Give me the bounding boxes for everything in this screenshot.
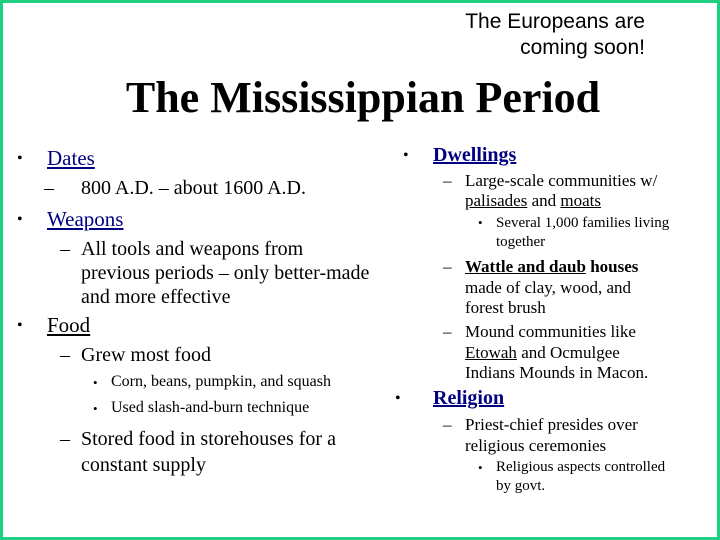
- dwellings-subitem-line: together: [496, 234, 546, 250]
- religion-subitem-line: by govt.: [496, 478, 546, 494]
- etowah-link[interactable]: Etowah: [465, 343, 517, 362]
- food-item: Grew most food: [81, 344, 211, 366]
- dwellings-item-line: Indians Mounds in Macon.: [465, 363, 649, 382]
- palisades-link[interactable]: palisades: [465, 191, 528, 210]
- dash-icon: –: [443, 322, 452, 341]
- bullet-icon: •: [17, 150, 23, 167]
- weapons-item-line: previous periods – only better-made: [81, 262, 370, 284]
- food-item-line: Stored food in storehouses for a: [81, 428, 336, 450]
- dwellings-item-line: [465, 258, 638, 275]
- dates-heading[interactable]: Dates: [47, 146, 95, 170]
- dash-icon: –: [60, 238, 70, 260]
- bullet-icon: •: [403, 147, 409, 164]
- wattle-and-daub-link[interactable]: Wattle and daub: [465, 257, 586, 276]
- dash-icon: –: [44, 177, 54, 199]
- religion-item-line: Priest-chief presides over: [465, 415, 638, 434]
- food-subitem: Corn, beans, pumpkin, and squash: [111, 373, 331, 390]
- side-note: [383, 9, 645, 61]
- weapons-heading[interactable]: Weapons: [47, 207, 124, 231]
- food-subitem: Used slash-and-burn technique: [111, 399, 310, 416]
- food-heading[interactable]: Food: [47, 313, 91, 337]
- slide-title: The Mississippian Period: [125, 73, 601, 122]
- dates-item: 800 A.D. – about 1600 A.D.: [81, 177, 306, 199]
- ocmulgee-text: and Ocmulgee: [516, 343, 620, 362]
- dwellings-item-line: Large-scale communities w/: [465, 171, 658, 190]
- moats-link[interactable]: moats: [560, 191, 601, 210]
- dash-icon: –: [443, 171, 452, 190]
- weapons-item-line: All tools and weapons from: [81, 238, 304, 260]
- bullet-icon: •: [395, 390, 401, 407]
- dwellings-item-line: Mound communities like: [465, 322, 636, 341]
- food-item-line: constant supply: [81, 454, 206, 476]
- houses-text: houses: [585, 257, 639, 276]
- religion-subitem-line: Religious aspects controlled: [496, 459, 666, 475]
- bullet-icon: •: [17, 317, 23, 334]
- bullet-icon: •: [93, 401, 98, 416]
- weapons-item-line: and more effective: [81, 286, 231, 308]
- bullet-icon: •: [478, 460, 483, 475]
- side-note-line: coming soon!: [520, 36, 645, 59]
- side-note-line: The Europeans are: [465, 10, 645, 33]
- bullet-icon: •: [17, 211, 23, 228]
- religion-heading[interactable]: Religion: [433, 387, 505, 409]
- dash-icon: –: [60, 344, 70, 366]
- dash-icon: –: [443, 257, 452, 276]
- dwellings-item-line: forest brush: [465, 298, 546, 317]
- dwellings-item-line: [465, 192, 601, 209]
- religion-item-line: religious ceremonies: [465, 436, 607, 455]
- dash-icon: –: [60, 428, 70, 450]
- and-text: and: [527, 191, 561, 210]
- bullet-icon: •: [93, 375, 98, 390]
- dash-icon: –: [443, 415, 452, 434]
- dwellings-subitem-line: Several 1,000 families living: [496, 215, 670, 231]
- dwellings-heading[interactable]: Dwellings: [433, 144, 517, 166]
- bullet-icon: •: [478, 215, 483, 230]
- dwellings-item-line: made of clay, wood, and: [465, 278, 632, 297]
- dwellings-item-line: [465, 344, 620, 361]
